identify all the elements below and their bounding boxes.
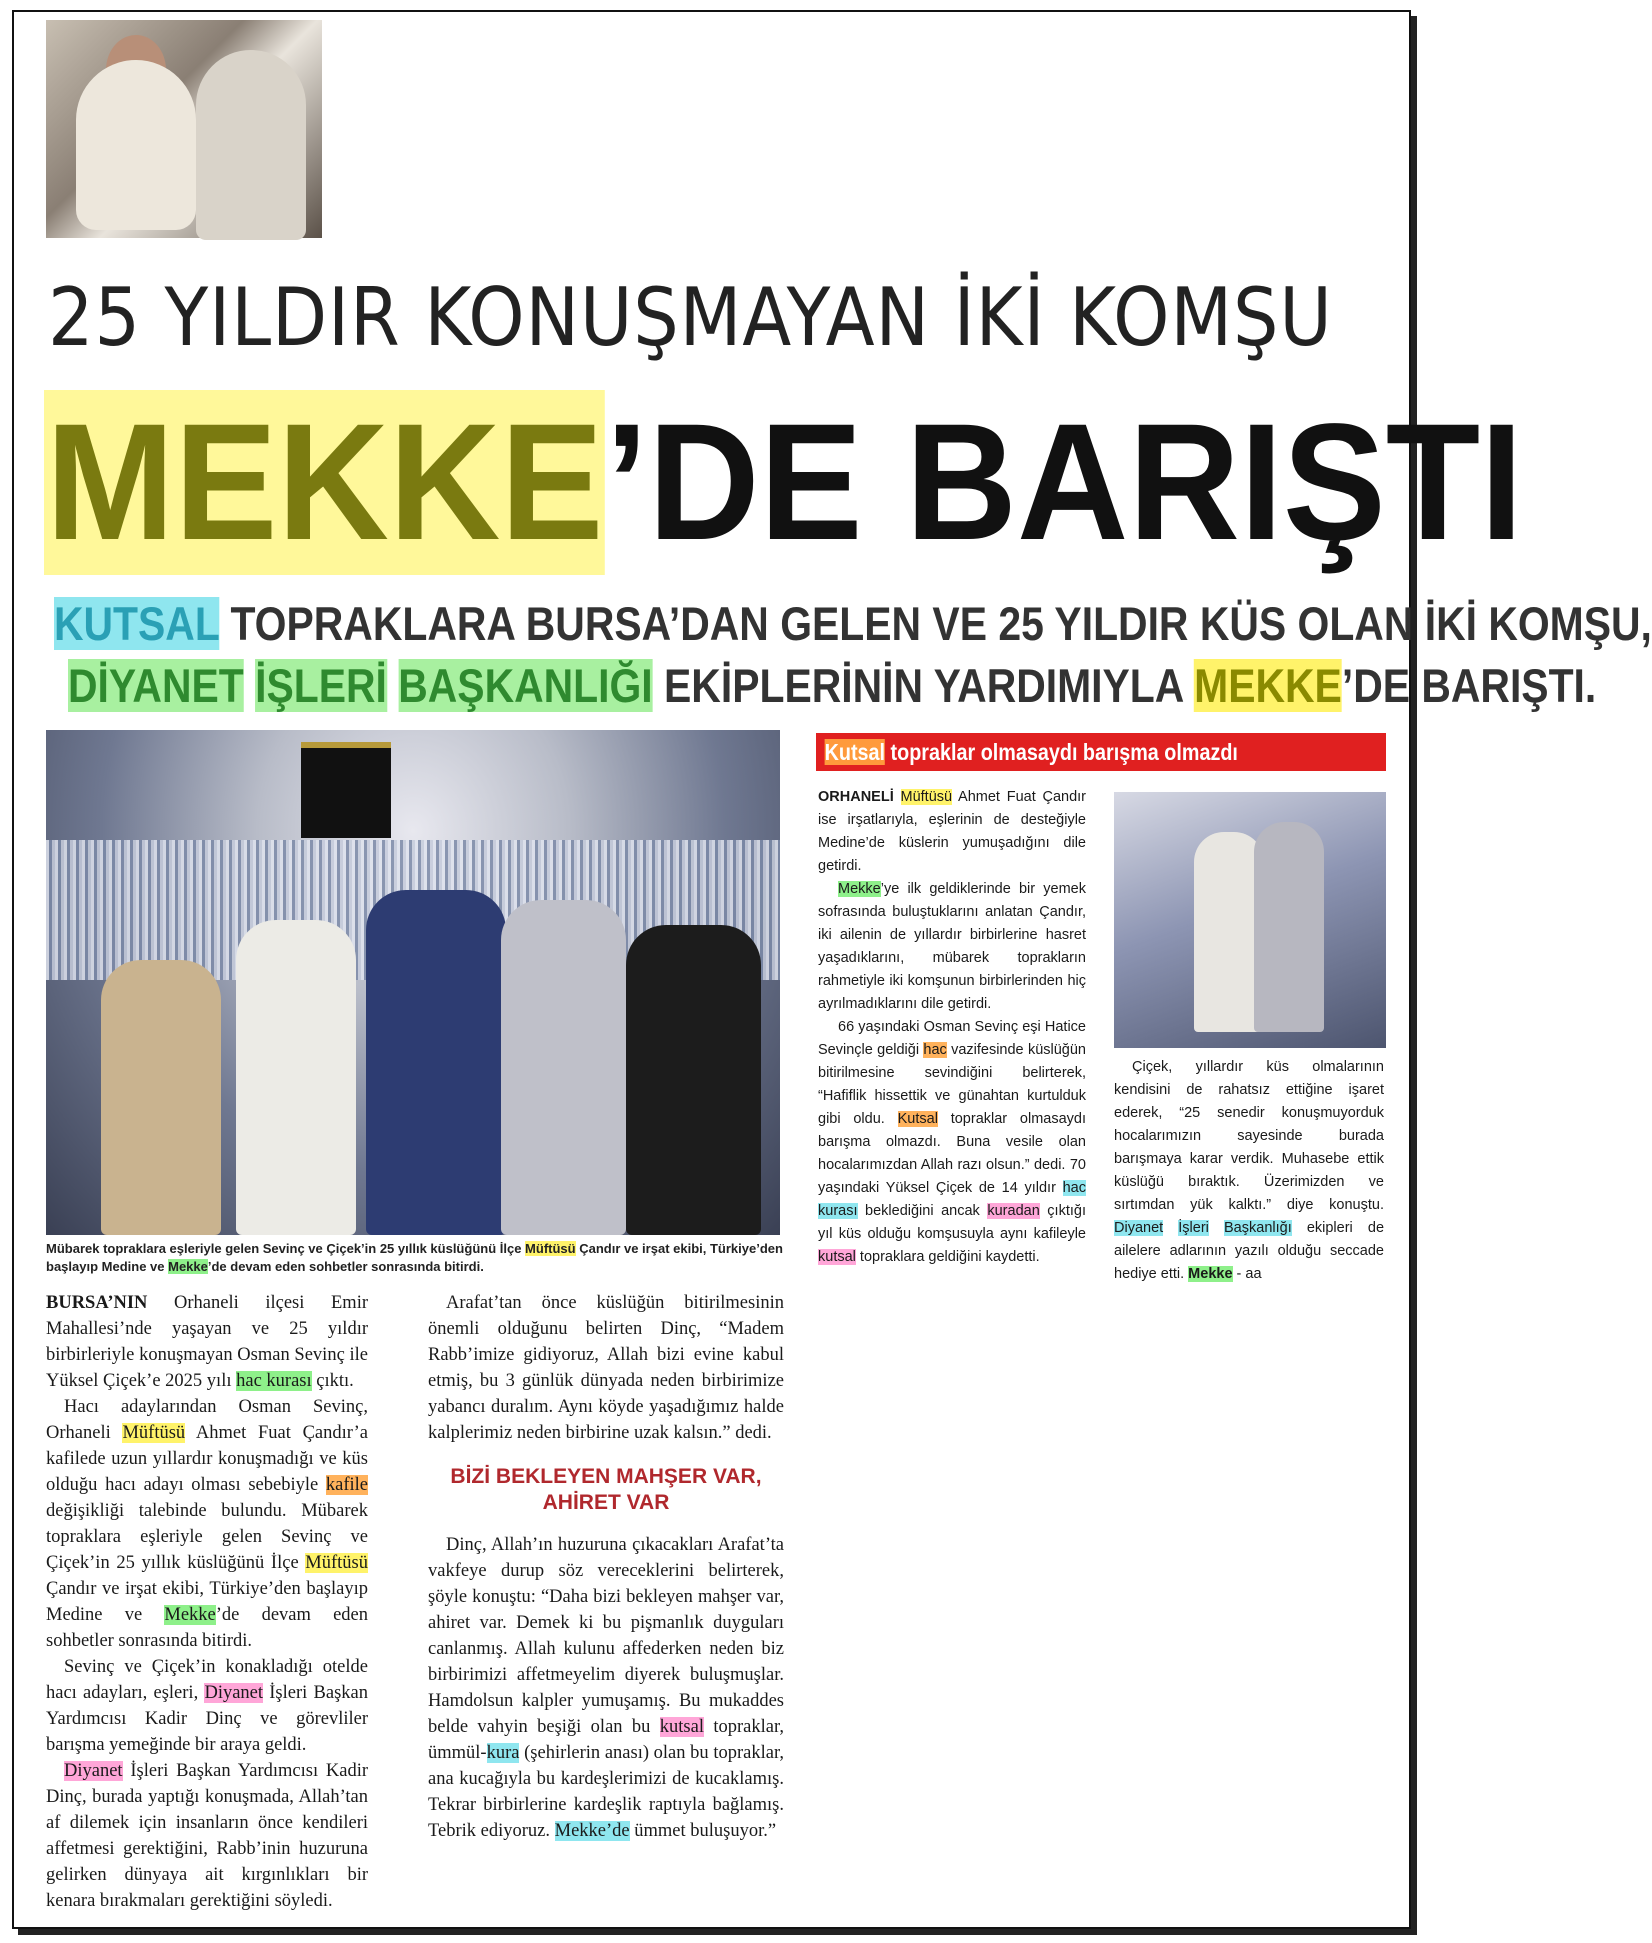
paragraph [46, 1394, 368, 1654]
text: ümmet buluşuyor.” [629, 1821, 777, 1841]
photo-figure [101, 960, 221, 1235]
caption-text: ’de devam eden sohbetler sonrasında bitirdi. [207, 1259, 484, 1274]
highlight: Mekke [1188, 1266, 1233, 1282]
highlight: Diyanet [204, 1683, 264, 1703]
kaaba-shape [301, 742, 391, 838]
paragraph [46, 1758, 368, 1914]
text: çıktı. [311, 1371, 354, 1391]
caption-highlight: Müftüsü [525, 1241, 576, 1256]
deck-highlight: DİYANET [68, 659, 244, 712]
text: ekipleri de ailelere adlarının yazılı olduğu seccade hediye etti. [1114, 1220, 1385, 1282]
highlight: Diyanet [64, 1761, 123, 1781]
text: İşleri Başkan Yardımcısı Kadir Dinç, burada yaptığı konuşmada, Allah’tan af dilemek için insanların önce kendileri affetmesi gerektiğini, Rabb’inin huzuruna gelirken dünyaya ait kırgınlıkları bir kenara bırakmaları gerektiğini söyledi. [46, 1761, 368, 1911]
subheading-line: AHİRET VAR [542, 1491, 670, 1514]
highlight: Mekke [838, 881, 881, 897]
text: ’ye ilk geldiklerinde bir yemek sofrasında buluştuklarını anlatan Çandır, iki ailenin de yıllardır birbirlerine hasret yaşadıklarını, mübarek toprakların rahmetiyle iki komşunun birbirlerinden hiç ayrılmadıklarını dile getirdi. [818, 881, 1086, 1012]
article-column-2 [428, 1290, 784, 1844]
highlight: Mekke [164, 1605, 216, 1625]
text: çıktığı yıl küs olduğu komşusuyla aynı kafileyle [818, 1203, 1086, 1242]
highlight: kutsal [659, 1717, 704, 1737]
headline-rest: ’DE BARIŞTI [605, 390, 1524, 575]
highlight: kutsal [818, 1249, 856, 1265]
text: - aa [1232, 1266, 1262, 1282]
paragraph [818, 1016, 1086, 1269]
paragraph [1114, 1056, 1384, 1286]
text: Orhaneli ilçesi Emir Mahallesi’nde yaşayan ve 25 yıldır birbirleriyle konuşmayan Osman Sevinç ile Yüksel Çiçek’e 2025 yılı [46, 1293, 368, 1391]
sidebar-column-text-2 [1114, 1056, 1384, 1286]
text: (şehirlerin anası) olan bu topraklar, ana kucağıyla bu kardeşlerimizi de kucaklamış. Tekrar birbirlerine kardeşlik raptıyla bağlamış. Tebrik ediyoruz. [428, 1743, 784, 1841]
highlight: hac kurası [236, 1371, 312, 1391]
text: Ahmet Fuat Çandır ise irşatlarıyla, eşlerinin de desteğiyle Medine’de küslerin yumuşadığını dile getirdi. [818, 789, 1087, 874]
caption-text: Çandır ve irşat ekibi, Türkiye’den başlayıp Medine ve [46, 1241, 783, 1274]
text: ’de devam eden sohbetler sonrasında bitirdi. [46, 1605, 368, 1651]
paragraph [818, 878, 1086, 1016]
deck-highlight: BAŞKANLIĞI [398, 659, 653, 712]
paragraph [818, 786, 1086, 878]
highlight: hac [923, 1042, 947, 1058]
deck-highlight: MEKKE [1194, 659, 1342, 712]
subheading [428, 1464, 784, 1516]
text: topraklar, ümmül- [428, 1717, 784, 1763]
highlight: kura [486, 1743, 520, 1763]
deck-line-2 [68, 659, 1597, 712]
photo-figure [501, 900, 626, 1235]
highlight: hac kurası [818, 1180, 1086, 1219]
caption-highlight: Mekke [168, 1259, 208, 1274]
text: Sevinç ve Çiçek’in konakladığı otelde hacı adayları, eşleri, [46, 1657, 368, 1703]
top-photo-embracing-women [46, 20, 322, 238]
photo-figure [236, 920, 356, 1235]
photo-figure [76, 60, 196, 230]
subheading-line: BİZİ BEKLEYEN MAHŞER VAR, [450, 1465, 762, 1488]
highlight: Kutsal [897, 1111, 938, 1127]
highlight: kafile [325, 1475, 368, 1495]
deck-text: EKİPLERİNİN YARDIMIYLA [652, 659, 1195, 712]
text: topraklara geldiğini kaydetti. [855, 1249, 1040, 1265]
lead-word: BURSA’NIN [46, 1293, 148, 1313]
deck-highlight: KUTSAL [54, 597, 220, 650]
main-photo-kaaba-group [46, 730, 780, 1235]
side-photo-embracing-men [1114, 792, 1386, 1048]
caption-text: Mübarek topraklara eşleriyle gelen Sevinç ve Çiçek’in 25 yıllık küslüğünü İlçe [46, 1241, 526, 1256]
photo-figure [1254, 822, 1324, 1032]
text: topraklar olmasaydı barışma olmazdı. Buna vesile olan hocalarımızdan Allah razı olsun.” dedi. 70 yaşındaki Yüksel Çiçek de 14 yıldır [818, 1111, 1087, 1196]
headline-highlight: MEKKE [45, 390, 604, 575]
photo-figure [366, 890, 506, 1235]
text: 66 yaşındaki Osman Sevinç eşi Hatice Sevinçle geldiği [818, 1019, 1086, 1058]
photo-figure [626, 925, 761, 1235]
deck-text: ’DE BARIŞTI. [1341, 659, 1597, 712]
photo-caption [46, 1240, 784, 1276]
text: Çiçek, yıllardır küs olmalarının kendisini de rahatsız ettiğine işaret ederek, “25 senedir konuşmuyorduk hocalarımızın sayesinde burada barışmaya karar verdik. Muhasebe ettik küslüğü bıraktık. Üzerimizden ve sırtımdan yük kalktı.” diye konuştu. [1114, 1059, 1384, 1213]
text: Çandır ve irşat ekibi, Türkiye’den başlayıp Medine ve [46, 1579, 368, 1625]
photo-figure [196, 50, 306, 240]
highlight: Müftüsü [900, 789, 953, 805]
highlight: Diyanet [1114, 1220, 1164, 1236]
sidebar-column-text [818, 786, 1086, 1269]
article-column-1 [46, 1290, 368, 1914]
paragraph [428, 1532, 784, 1844]
deck-highlight: İŞLERİ [255, 659, 387, 712]
highlight: Başkanlığı [1224, 1220, 1292, 1236]
highlight: Müftüsü [305, 1553, 368, 1573]
lead-word: ORHANELİ [818, 789, 894, 805]
text: İşleri Başkan Yardımcısı Kadir Dinç ve görevliler barışma yemeğinde bir araya geldi. [46, 1683, 368, 1755]
text: Hacı adaylarından Osman Sevinç, Orhaneli [46, 1397, 368, 1443]
title-text: topraklar olmasaydı barışma olmazdı [885, 739, 1238, 765]
highlight: Müftüsü [122, 1423, 186, 1443]
deck-text: TOPRAKLARA BURSA’DAN GELEN VE 25 YILDIR KÜS OLAN İKİ KOMŞU, [219, 597, 1652, 650]
text: beklediğini ancak [857, 1203, 988, 1219]
title-highlight: Kutsal [824, 739, 886, 765]
paragraph [46, 1654, 368, 1758]
highlight: kuradan [987, 1203, 1040, 1219]
highlight: İşleri [1178, 1220, 1209, 1236]
text: Ahmet Fuat Çandır’a kafilede uzun yıllardır konuşmadığı ve küs olduğu hacı adayı olması sebebiyle [46, 1423, 368, 1495]
sidebar-title-bar [816, 733, 1386, 771]
text: değişikliği talebinde bulundu. Mübarek topraklara eşleriyle gelen Sevinç ve Çiçek’in 25 yıllık küslüğünü İlçe [46, 1501, 368, 1573]
text: Dinç, Allah’ın huzuruna çıkacakları Arafat’ta vakfeye durup söz vereceklerini belirterek, şöyle konuştu: “Daha bizi bekleyen mahşer var, ahiret var. Demek ki bu pişmanlık duyguları canlanmış. Allah kulunu affederken neden biz birbirimizi affetmeyelim diyerek buluşmuşlar. Hamdolsun kalpler yumuşamış. Bu mukaddes belde vahyin beşiği olan bu [428, 1535, 784, 1737]
headline [44, 390, 1524, 575]
highlight: Mekke’de [554, 1821, 630, 1841]
paragraph [46, 1290, 368, 1394]
kicker: 25 YILDIR KONUŞMAYAN İKİ KOMŞU [48, 271, 1333, 364]
text: vazifesinde küslüğün bitirilmesine sevindiğini belirterek, “Hafiflik hissettik ve günahtan kurtulduk gibi oldu. [818, 1042, 1086, 1127]
paragraph: Arafat’tan önce küslüğün bitirilmesinin önemli olduğunu belirten Dinç, “Madem Rabb’imize gidiyoruz, Allah bizi evine kabul etmiş, bu 3 günlük dünyada neden birbirimize yabancı duralım. Aynı köyde yaşadığımız halde kalplerimiz neden birbirine uzak kalsın.” dedi. [428, 1293, 784, 1443]
deck-line-1 [54, 597, 1652, 650]
